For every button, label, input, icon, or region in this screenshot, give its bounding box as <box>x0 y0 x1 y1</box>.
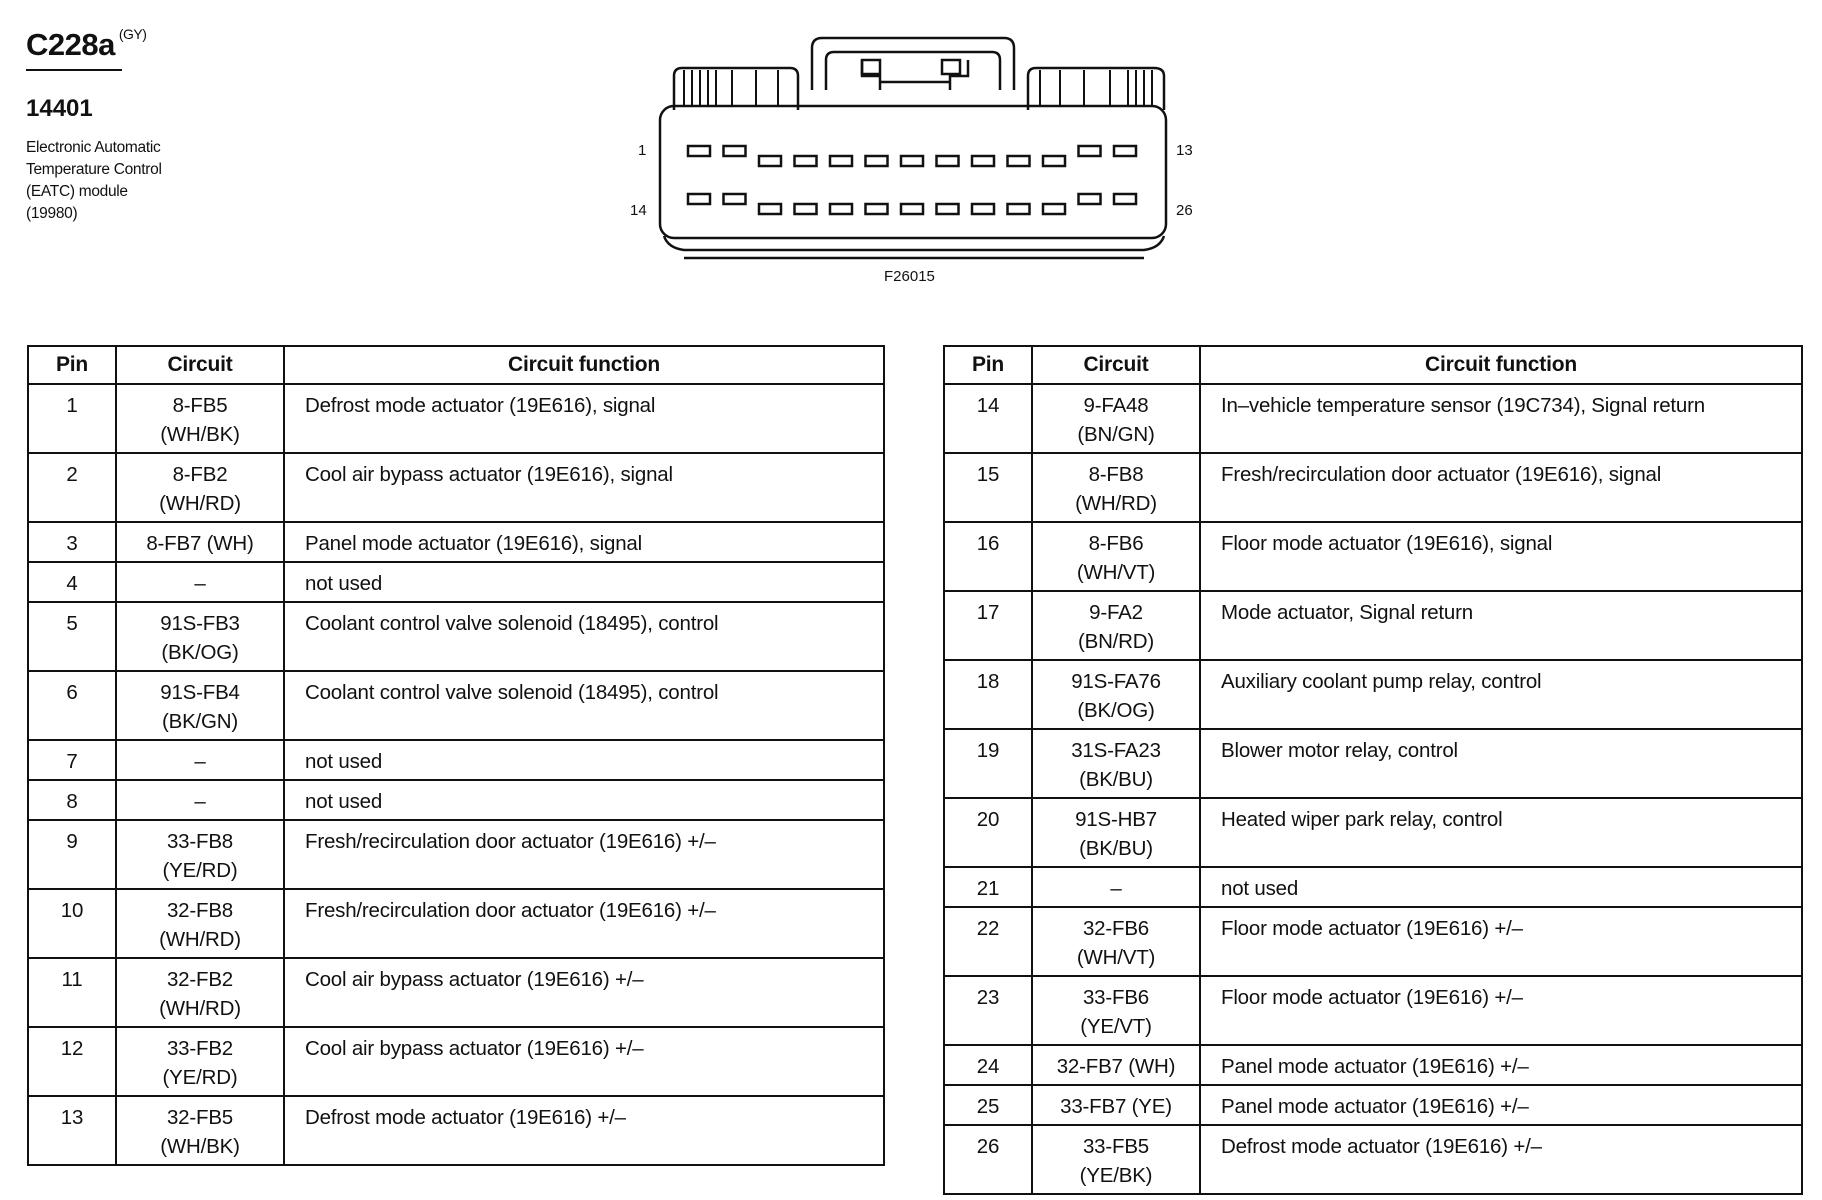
header-circuit: Circuit <box>1032 346 1200 384</box>
circuit-cell <box>116 889 284 958</box>
pin-cavity-26 <box>1114 194 1136 204</box>
wire-color: (WH/RD) <box>159 492 241 515</box>
pin-number: 26 <box>944 1125 1032 1194</box>
circuit-id: 91S-HB7 <box>1075 808 1157 831</box>
pin-number: 13 <box>28 1096 116 1165</box>
pin-number: 16 <box>944 522 1032 591</box>
table-row <box>944 591 1802 660</box>
pin-number: 1 <box>28 384 116 453</box>
wire-color: (BK/BU) <box>1079 768 1153 791</box>
circuit-cell <box>116 1096 284 1165</box>
connector-body <box>660 106 1166 238</box>
description-line: Temperature Control <box>26 161 162 178</box>
circuit-id: – <box>1110 877 1122 900</box>
circuit-function: In–vehicle temperature sensor (19C734), Signal return <box>1200 384 1802 453</box>
wire-color: (WH/VT) <box>1076 561 1156 584</box>
pin-number: 2 <box>28 453 116 522</box>
pin-label-13: 13 <box>1176 142 1193 159</box>
circuit-id: 91S-FB3 <box>160 612 240 635</box>
table-row <box>944 1085 1802 1125</box>
table-row <box>944 907 1802 976</box>
circuit-function: Panel mode actuator (19E616) +/– <box>1200 1045 1802 1085</box>
circuit-cell <box>1032 729 1200 798</box>
pin-cavity-23 <box>1008 204 1030 214</box>
circuit-id: 32-FB8 <box>166 899 234 922</box>
table-row <box>944 798 1802 867</box>
pin-cavity-19 <box>866 204 888 214</box>
wire-color: (BN/GN) <box>1077 423 1155 446</box>
circuit-function: Defrost mode actuator (19E616), signal <box>284 384 884 453</box>
pin-cavity-15 <box>724 194 746 204</box>
pin-number: 15 <box>944 453 1032 522</box>
circuit-function: not used <box>284 562 884 602</box>
circuit-function: Defrost mode actuator (19E616) +/– <box>1200 1125 1802 1194</box>
pin-cavity-9 <box>972 156 994 166</box>
circuit-function: not used <box>284 740 884 780</box>
pin-cavity-6 <box>866 156 888 166</box>
circuit-cell <box>1032 1045 1200 1085</box>
circuit-function: not used <box>1200 867 1802 907</box>
figure-id: F26015 <box>884 268 935 285</box>
pin-number: 11 <box>28 958 116 1027</box>
connector-face-diagram <box>0 0 1822 300</box>
circuit-id: 9-FA48 <box>1083 394 1149 417</box>
wire-color: (WH/VT) <box>1076 946 1156 969</box>
pin-number: 18 <box>944 660 1032 729</box>
circuit-function: Cool air bypass actuator (19E616) +/– <box>284 958 884 1027</box>
circuit-cell <box>1032 591 1200 660</box>
part-number: 14401 <box>26 95 93 122</box>
circuit-id: 8-FB7 (WH) <box>146 532 254 555</box>
header-function: Circuit function <box>284 346 884 384</box>
circuit-cell <box>116 958 284 1027</box>
pin-cavity-18 <box>830 204 852 214</box>
table-row <box>944 384 1802 453</box>
circuit-id: 33-FB2 <box>166 1037 234 1060</box>
circuit-cell <box>116 780 284 820</box>
circuit-id: 33-FB5 <box>1082 1135 1150 1158</box>
wire-color: (WH/RD) <box>159 928 241 951</box>
pin-number: 20 <box>944 798 1032 867</box>
table-row <box>28 602 884 671</box>
circuit-function: Cool air bypass actuator (19E616) +/– <box>284 1027 884 1096</box>
pin-number: 24 <box>944 1045 1032 1085</box>
circuit-id: 8-FB5 <box>172 394 228 417</box>
pin-cavity-25 <box>1079 194 1101 204</box>
circuit-function: not used <box>284 780 884 820</box>
table-row <box>28 958 884 1027</box>
connector-id: C228a <box>26 27 115 62</box>
circuit-cell <box>1032 1125 1200 1194</box>
pin-cavity-14 <box>688 194 710 204</box>
circuit-cell <box>116 522 284 562</box>
connector-color-code: (GY) <box>118 26 147 42</box>
wire-color: (BK/OG) <box>161 641 239 664</box>
header-pin: Pin <box>28 346 116 384</box>
circuit-id: 32-FB2 <box>166 968 234 991</box>
table-row <box>944 453 1802 522</box>
circuit-cell <box>116 820 284 889</box>
wire-color: (YE/BK) <box>1079 1164 1153 1187</box>
circuit-cell <box>1032 660 1200 729</box>
circuit-function: Floor mode actuator (19E616) +/– <box>1200 907 1802 976</box>
table-row <box>28 889 884 958</box>
pin-cavity-11 <box>1043 156 1065 166</box>
pin-cavity-1 <box>688 146 710 156</box>
pin-number: 6 <box>28 671 116 740</box>
circuit-id: 91S-FA76 <box>1071 670 1161 693</box>
circuit-id: 91S-FB4 <box>160 681 240 704</box>
wire-color: (YE/VT) <box>1080 1015 1152 1038</box>
circuit-id: 33-FB8 <box>166 830 234 853</box>
circuit-id: 8-FB6 <box>1088 532 1144 555</box>
circuit-function: Defrost mode actuator (19E616) +/– <box>284 1096 884 1165</box>
circuit-id: 32-FB7 (WH) <box>1056 1055 1176 1078</box>
table-row <box>28 453 884 522</box>
circuit-function: Floor mode actuator (19E616) +/– <box>1200 976 1802 1045</box>
pin-number: 5 <box>28 602 116 671</box>
wire-color: (YE/RD) <box>162 1066 238 1089</box>
table-row <box>944 522 1802 591</box>
wire-color: (WH/RD) <box>1075 492 1157 515</box>
table-row <box>28 671 884 740</box>
table-row <box>28 740 884 780</box>
pin-cavity-16 <box>759 204 781 214</box>
table-row <box>28 522 884 562</box>
table-row <box>28 780 884 820</box>
circuit-cell <box>116 671 284 740</box>
pin-number: 3 <box>28 522 116 562</box>
circuit-function: Auxiliary coolant pump relay, control <box>1200 660 1802 729</box>
circuit-id: 8-FB2 <box>172 463 228 486</box>
circuit-cell <box>1032 867 1200 907</box>
pin-cavity-21 <box>937 204 959 214</box>
circuit-cell <box>116 562 284 602</box>
circuit-cell <box>116 453 284 522</box>
pin-number: 4 <box>28 562 116 602</box>
pin-cavity-10 <box>1008 156 1030 166</box>
circuit-cell <box>1032 522 1200 591</box>
pin-number: 19 <box>944 729 1032 798</box>
table-row <box>944 867 1802 907</box>
circuit-cell <box>116 1027 284 1096</box>
table-header-row <box>28 346 884 384</box>
pin-cavity-4 <box>795 156 817 166</box>
circuit-id: – <box>194 790 206 813</box>
description-line: (EATC) module <box>26 183 128 200</box>
wire-color: (WH/RD) <box>159 997 241 1020</box>
pin-cavity-20 <box>901 204 923 214</box>
pin-number: 14 <box>944 384 1032 453</box>
circuit-id: 32-FB5 <box>166 1106 234 1129</box>
table-row <box>28 384 884 453</box>
pin-number: 7 <box>28 740 116 780</box>
circuit-cell <box>1032 798 1200 867</box>
circuit-id: 33-FB7 (YE) <box>1060 1095 1172 1118</box>
pin-number: 22 <box>944 907 1032 976</box>
circuit-function: Panel mode actuator (19E616), signal <box>284 522 884 562</box>
circuit-function: Blower motor relay, control <box>1200 729 1802 798</box>
pin-cavity-13 <box>1114 146 1136 156</box>
circuit-function: Heated wiper park relay, control <box>1200 798 1802 867</box>
pin-number: 10 <box>28 889 116 958</box>
pin-cavity-2 <box>724 146 746 156</box>
circuit-function: Fresh/recirculation door actuator (19E616) +/– <box>284 820 884 889</box>
table-row <box>28 562 884 602</box>
header-pin: Pin <box>944 346 1032 384</box>
circuit-function: Panel mode actuator (19E616) +/– <box>1200 1085 1802 1125</box>
wire-color: (BN/RD) <box>1077 630 1155 653</box>
pin-number: 8 <box>28 780 116 820</box>
description-line: Electronic Automatic <box>26 139 161 156</box>
table-row <box>944 660 1802 729</box>
circuit-function: Fresh/recirculation door actuator (19E616) +/– <box>284 889 884 958</box>
circuit-id: 8-FB8 <box>1088 463 1144 486</box>
pin-cavity-7 <box>901 156 923 166</box>
circuit-cell <box>1032 976 1200 1045</box>
circuit-id: 31S-FA23 <box>1071 739 1161 762</box>
wire-color: (BK/OG) <box>1077 699 1155 722</box>
pin-number: 21 <box>944 867 1032 907</box>
wire-color: (WH/BK) <box>160 1135 240 1158</box>
circuit-function: Coolant control valve solenoid (18495), control <box>284 602 884 671</box>
wire-color: (WH/BK) <box>160 423 240 446</box>
circuit-function: Coolant control valve solenoid (18495), control <box>284 671 884 740</box>
pinout-table-left <box>27 345 885 1166</box>
pin-number: 25 <box>944 1085 1032 1125</box>
table-row <box>28 1096 884 1165</box>
wire-color: (BK/GN) <box>161 710 239 733</box>
table-row <box>28 820 884 889</box>
pin-cavity-3 <box>759 156 781 166</box>
table-row <box>944 976 1802 1045</box>
pin-cavity-5 <box>830 156 852 166</box>
wire-color: (YE/RD) <box>162 859 238 882</box>
pin-number: 9 <box>28 820 116 889</box>
pin-number: 17 <box>944 591 1032 660</box>
pin-cavity-12 <box>1079 146 1101 156</box>
pin-label-14: 14 <box>630 202 647 219</box>
circuit-id: 9-FA2 <box>1089 601 1143 624</box>
header-circuit: Circuit <box>116 346 284 384</box>
table-row <box>28 1027 884 1096</box>
pin-label-26: 26 <box>1176 202 1193 219</box>
wire-color: (BK/BU) <box>1079 837 1153 860</box>
circuit-cell <box>116 384 284 453</box>
circuit-function: Fresh/recirculation door actuator (19E616), signal <box>1200 453 1802 522</box>
pin-label-1: 1 <box>638 142 647 159</box>
circuit-function: Cool air bypass actuator (19E616), signal <box>284 453 884 522</box>
header-function: Circuit function <box>1200 346 1802 384</box>
table-header-row <box>944 346 1802 384</box>
pin-cavity-24 <box>1043 204 1065 214</box>
circuit-id: 32-FB6 <box>1082 917 1150 940</box>
table-row <box>944 1045 1802 1085</box>
pinout-table-right <box>943 345 1803 1195</box>
description-line: (19980) <box>26 205 78 222</box>
circuit-id: 33-FB6 <box>1082 986 1150 1009</box>
circuit-cell <box>1032 1085 1200 1125</box>
pin-cavity-17 <box>795 204 817 214</box>
table-row <box>944 1125 1802 1194</box>
circuit-cell <box>1032 907 1200 976</box>
table-row <box>944 729 1802 798</box>
pin-cavity-8 <box>937 156 959 166</box>
circuit-cell <box>116 602 284 671</box>
circuit-id: – <box>194 750 206 773</box>
circuit-cell <box>1032 384 1200 453</box>
pin-cavity-22 <box>972 204 994 214</box>
circuit-function: Floor mode actuator (19E616), signal <box>1200 522 1802 591</box>
circuit-cell <box>116 740 284 780</box>
circuit-function: Mode actuator, Signal return <box>1200 591 1802 660</box>
circuit-cell <box>1032 453 1200 522</box>
circuit-id: – <box>194 572 206 595</box>
pin-number: 12 <box>28 1027 116 1096</box>
pin-number: 23 <box>944 976 1032 1045</box>
